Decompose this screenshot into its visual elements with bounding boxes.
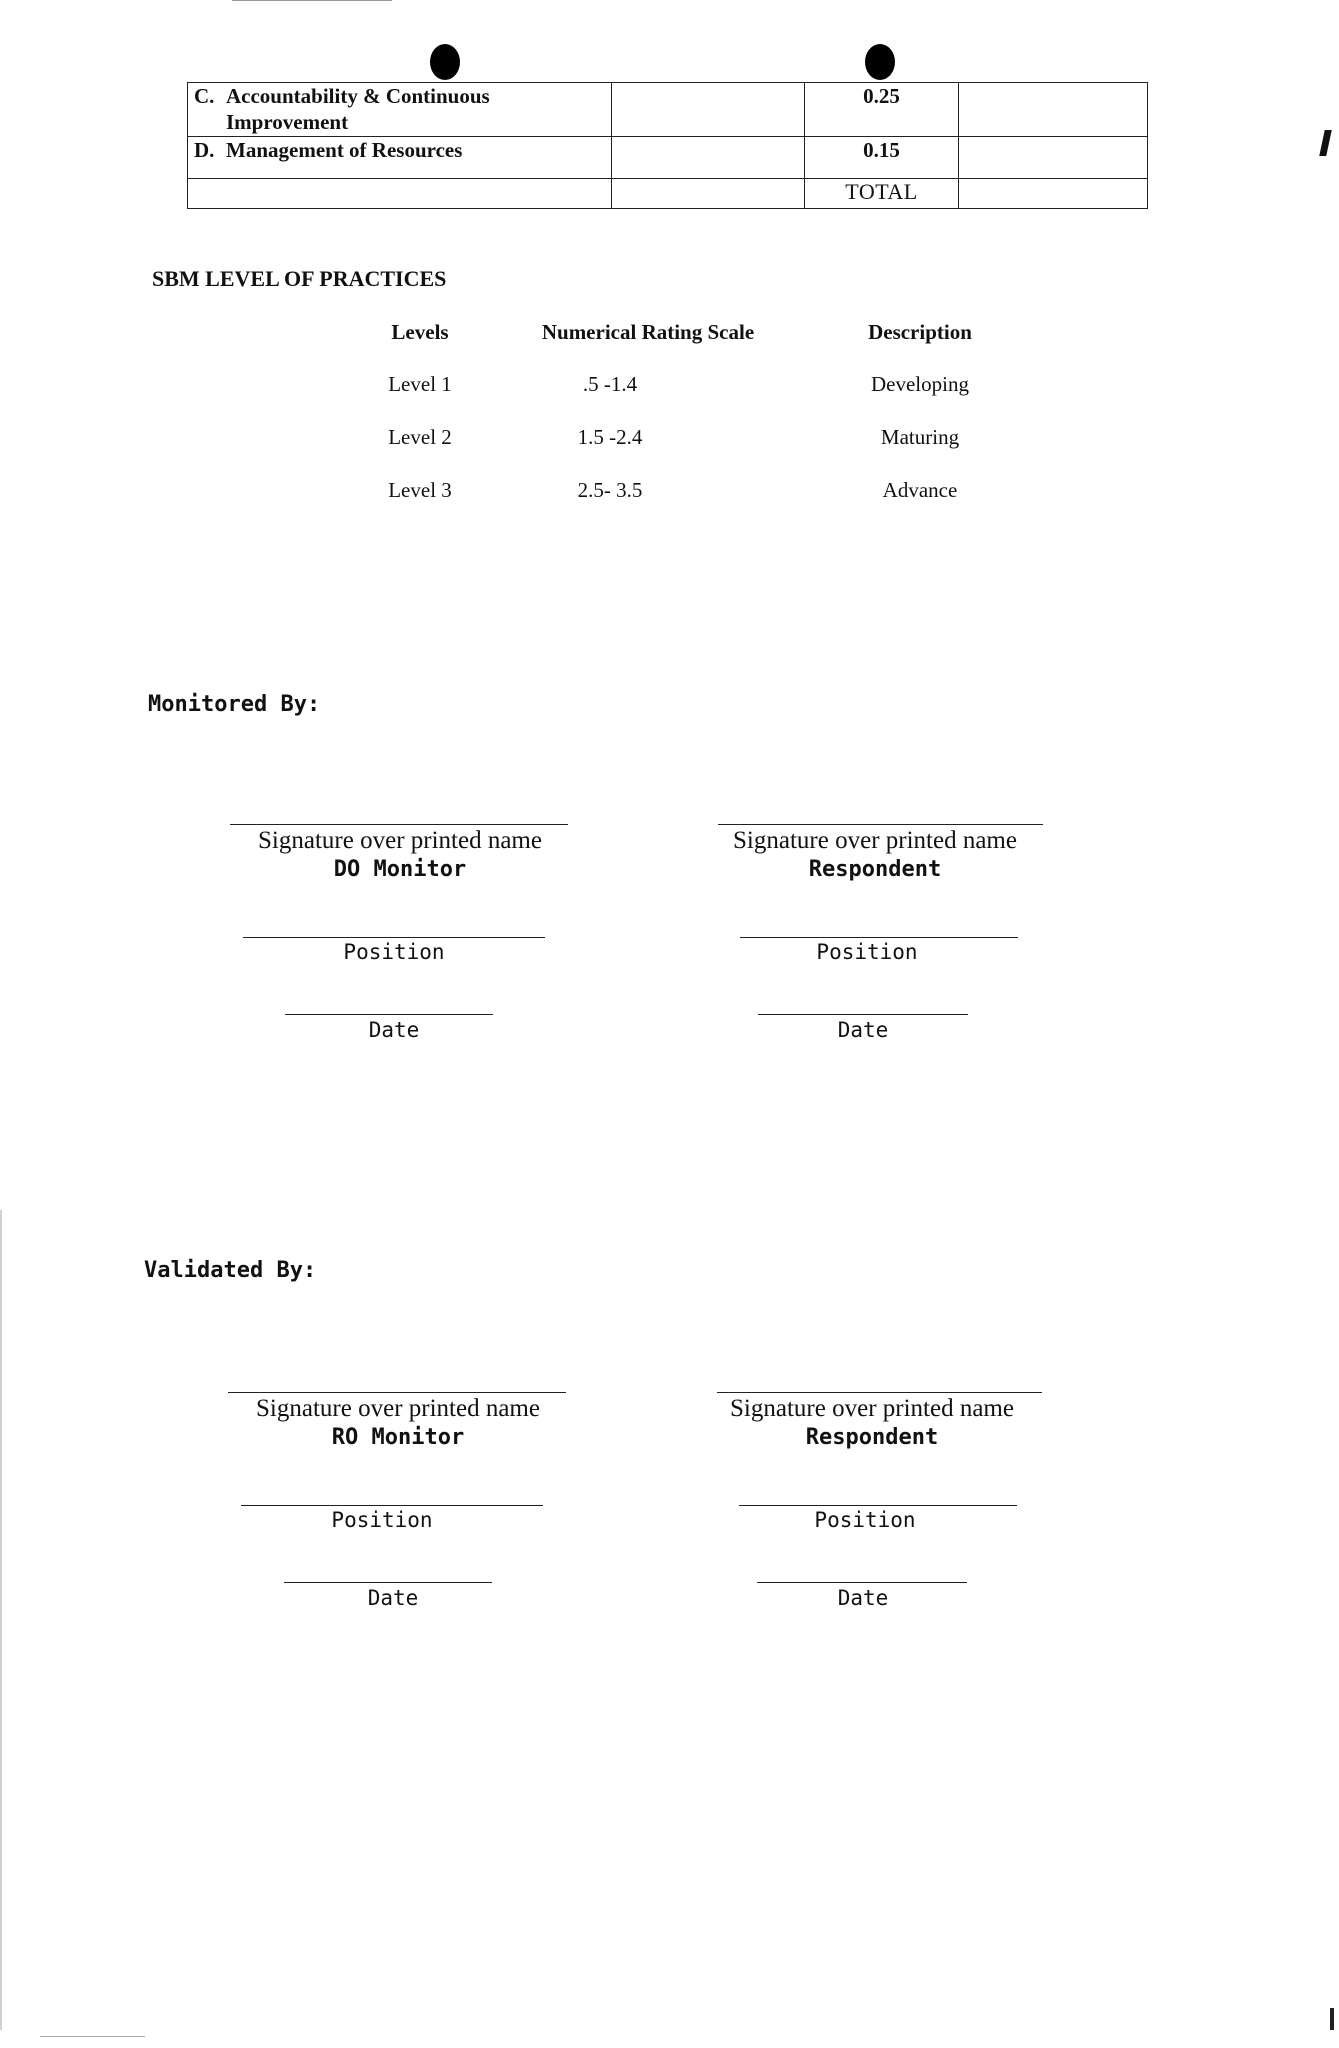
level-3-label: Level 3 — [388, 478, 452, 502]
scan-bottom-edge — [40, 2036, 145, 2037]
sbm-levels-title: SBM LEVEL OF PRACTICES — [152, 266, 447, 291]
level-3-scale: 2.5- 3.5 — [577, 478, 643, 502]
level-2-description: Maturing — [880, 425, 960, 449]
scan-mark — [1330, 2008, 1334, 2030]
signature-label: Signature over printed name — [730, 1395, 1014, 1422]
role-label: RO Monitor — [331, 1425, 465, 1450]
level-1-description: Developing — [871, 372, 969, 396]
criterion-cell — [188, 137, 612, 179]
scan-left-edge — [0, 1210, 2, 2030]
date-label: Date — [837, 1586, 889, 1610]
position-label: Position — [816, 940, 918, 964]
position-label: Position — [814, 1508, 916, 1532]
date-line[interactable] — [284, 1582, 492, 1583]
level-3-description: Advance — [882, 478, 958, 502]
signature-label: Signature over printed name — [733, 827, 1017, 854]
position-line[interactable] — [740, 937, 1018, 938]
blank-cell — [188, 179, 612, 209]
rating-cell — [612, 83, 805, 137]
signature-line[interactable] — [230, 824, 568, 825]
level-1-scale: .5 -1.4 — [582, 372, 638, 396]
level-2-label: Level 2 — [388, 425, 452, 449]
signature-line[interactable] — [717, 1392, 1042, 1393]
role-label: Respondent — [805, 1425, 939, 1450]
description-header: Description — [868, 320, 972, 344]
position-line[interactable] — [739, 1505, 1017, 1506]
signature-label: Signature over printed name — [258, 827, 542, 854]
validated-by-heading: Validated By: — [144, 1258, 317, 1283]
position-label: Position — [343, 940, 445, 964]
position-line[interactable] — [243, 937, 545, 938]
table-row — [188, 83, 1148, 137]
total-label: TOTAL — [805, 179, 959, 209]
rating-cell — [612, 137, 805, 179]
date-line[interactable] — [758, 1014, 968, 1015]
date-line[interactable] — [757, 1582, 967, 1583]
scan-top-edge — [232, 0, 392, 1]
levels-header: Levels — [391, 320, 449, 344]
signature-label: Signature over printed name — [256, 1395, 540, 1422]
criterion-cell — [188, 83, 612, 137]
signature-line[interactable] — [228, 1392, 566, 1393]
scale-header: Numerical Rating Scale — [541, 320, 755, 344]
role-label: Respondent — [808, 857, 942, 882]
blank-cell — [612, 179, 805, 209]
signature-line[interactable] — [718, 824, 1043, 825]
position-line[interactable] — [241, 1505, 543, 1506]
criterion-label-line2: Improvement — [226, 110, 349, 134]
criterion-letter: C. — [194, 84, 215, 108]
scan-mark — [1319, 130, 1332, 156]
criterion-label: Management of Resources — [226, 138, 463, 162]
table-row — [188, 179, 1148, 209]
date-label: Date — [368, 1018, 420, 1042]
score-table — [187, 82, 1148, 209]
monitored-by-heading: Monitored By: — [148, 692, 321, 717]
date-label: Date — [367, 1586, 419, 1610]
score-cell — [959, 83, 1148, 137]
level-1-label: Level 1 — [388, 372, 452, 396]
role-label: DO Monitor — [333, 857, 467, 882]
criterion-letter: D. — [194, 138, 215, 162]
total-value-cell — [959, 179, 1148, 209]
level-2-scale: 1.5 -2.4 — [577, 425, 643, 449]
date-line[interactable] — [285, 1014, 493, 1015]
weight-cell: 0.15 — [805, 137, 959, 179]
weight-cell: 0.25 — [805, 83, 959, 137]
score-cell — [959, 137, 1148, 179]
criterion-label-line1: Accountability & Continuous — [226, 84, 490, 108]
punch-hole-left — [430, 44, 460, 80]
punch-hole-right — [865, 44, 895, 80]
position-label: Position — [331, 1508, 433, 1532]
date-label: Date — [837, 1018, 889, 1042]
table-row — [188, 137, 1148, 179]
